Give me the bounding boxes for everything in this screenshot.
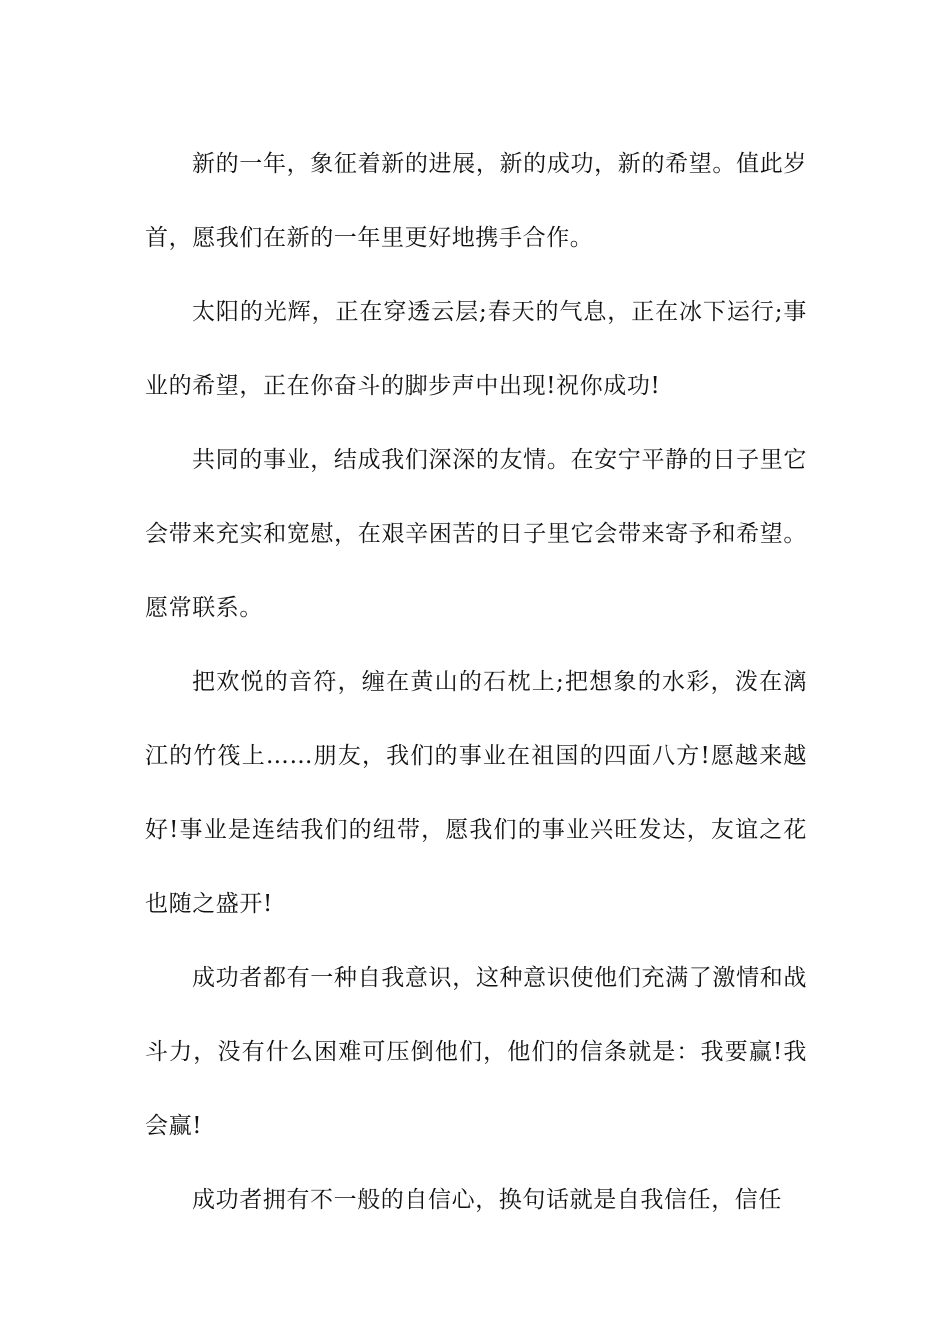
paragraph: 成功者拥有不一般的自信心，换句话就是自我信任，信任 [192, 1187, 782, 1213]
paragraph: 太阳的光辉，正在穿透云层;春天的气息，正在冰下运行;事业的希望，正在你奋斗的脚步声中出现!祝你成功! [145, 299, 807, 399]
document-body [145, 127, 807, 1237]
paragraph: 共同的事业，结成我们深深的友情。在安宁平静的日子里它会带来充实和宽慰，在艰辛困苦的日子里它会带来寄予和希望。愿常联系。 [145, 447, 807, 621]
paragraph: 新的一年，象征着新的进展，新的成功，新的希望。值此岁首，愿我们在新的一年里更好地携手合作。 [145, 151, 807, 251]
paragraph: 成功者都有一种自我意识，这种意识使他们充满了激情和战斗力，没有什么困难可压倒他们，他们的信条就是：我要赢!我会赢! [145, 965, 807, 1139]
paragraph: 把欢悦的音符，缠在黄山的石枕上;把想象的水彩，泼在漓江的竹筏上……朋友，我们的事业在祖国的四面八方!愿越来越好!事业是连结我们的纽带，愿我们的事业兴旺发达，友谊之花也随之盛开! [145, 669, 807, 917]
